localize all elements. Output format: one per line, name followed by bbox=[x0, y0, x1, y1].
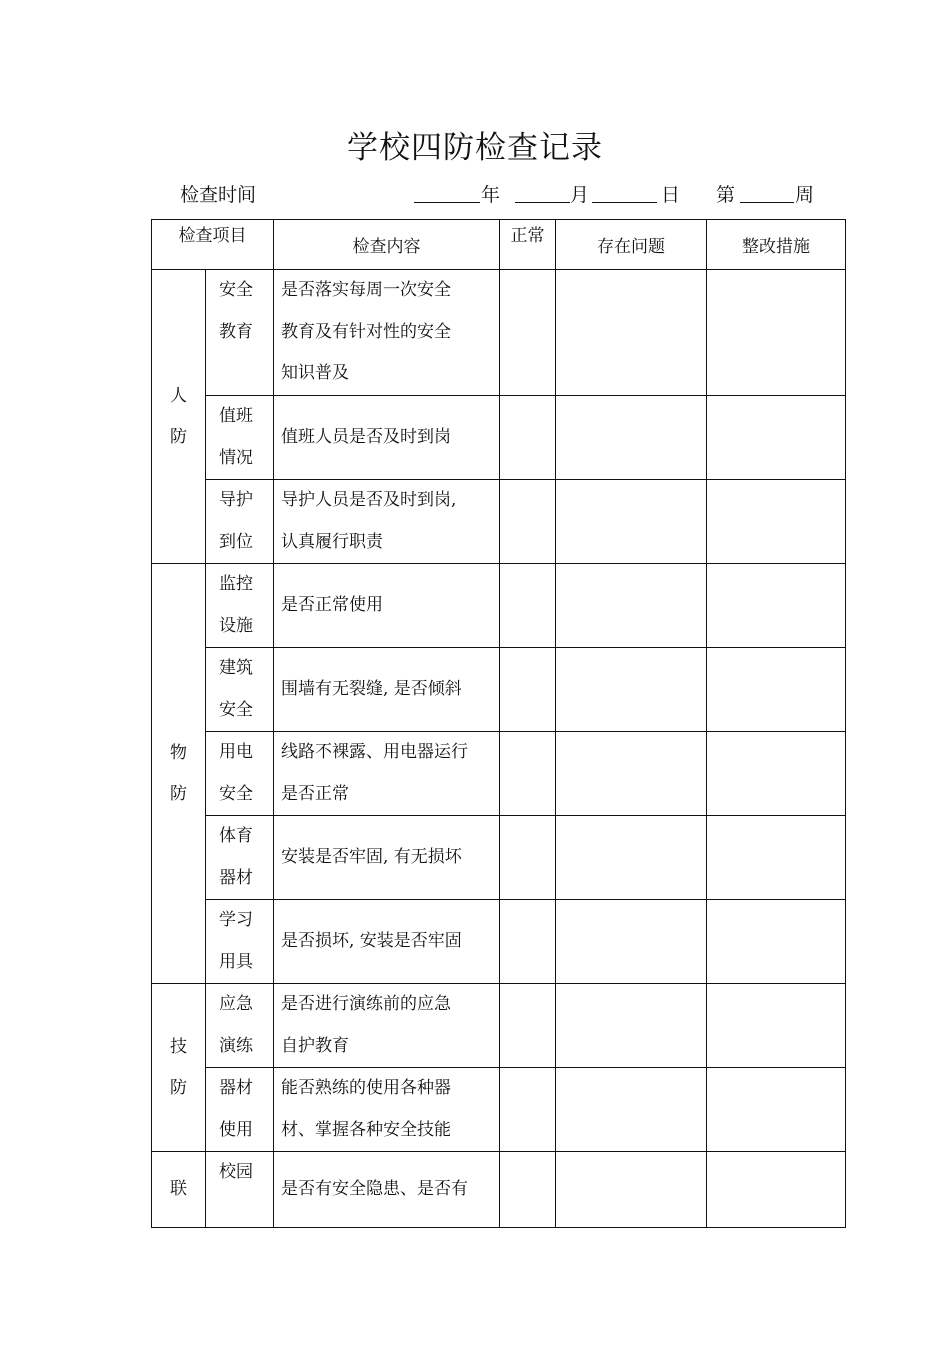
normal-cell[interactable] bbox=[500, 648, 556, 732]
fix-cell[interactable] bbox=[707, 1152, 846, 1228]
problem-cell[interactable] bbox=[556, 732, 707, 816]
header-normal: 正常 bbox=[500, 220, 556, 270]
table-row bbox=[152, 900, 846, 984]
normal-cell[interactable] bbox=[500, 816, 556, 900]
table-row bbox=[152, 396, 846, 480]
sub-item: 用电 安全 bbox=[206, 732, 274, 816]
check-content: 值班人员是否及时到岗 bbox=[274, 396, 500, 480]
check-content: 是否正常使用 bbox=[274, 564, 500, 648]
fix-cell[interactable] bbox=[707, 648, 846, 732]
fix-cell[interactable] bbox=[707, 984, 846, 1068]
table-row bbox=[152, 816, 846, 900]
year-label: 年 bbox=[481, 184, 501, 206]
check-content: 是否进行演练前的应急 自护教育 bbox=[274, 984, 500, 1068]
sub-item: 应急 演练 bbox=[206, 984, 274, 1068]
fix-cell[interactable] bbox=[707, 816, 846, 900]
fix-cell[interactable] bbox=[707, 732, 846, 816]
fix-cell[interactable] bbox=[707, 396, 846, 480]
check-content: 是否损坏, 安装是否牢固 bbox=[274, 900, 500, 984]
table-row bbox=[152, 732, 846, 816]
sub-item: 建筑 安全 bbox=[206, 648, 274, 732]
inspection-date-line bbox=[0, 178, 950, 208]
sub-item: 监控 设施 bbox=[206, 564, 274, 648]
header-item: 检查项目 bbox=[152, 220, 274, 270]
normal-cell[interactable] bbox=[500, 900, 556, 984]
normal-cell[interactable] bbox=[500, 1068, 556, 1152]
category-technical: 技 防 bbox=[152, 984, 206, 1152]
sub-item: 校园 bbox=[206, 1152, 274, 1228]
check-content: 线路不裸露、用电器运行 是否正常 bbox=[274, 732, 500, 816]
table-row bbox=[152, 648, 846, 732]
problem-cell[interactable] bbox=[556, 564, 707, 648]
problem-cell[interactable] bbox=[556, 396, 707, 480]
normal-cell[interactable] bbox=[500, 396, 556, 480]
table-row bbox=[152, 480, 846, 564]
sub-item: 安全 教育 bbox=[206, 270, 274, 396]
normal-cell[interactable] bbox=[500, 984, 556, 1068]
normal-cell[interactable] bbox=[500, 564, 556, 648]
problem-cell[interactable] bbox=[556, 984, 707, 1068]
normal-cell[interactable] bbox=[500, 480, 556, 564]
table-row bbox=[152, 270, 846, 396]
inspection-table bbox=[151, 219, 846, 1228]
week-label: 周 bbox=[795, 184, 815, 206]
sub-item: 值班 情况 bbox=[206, 396, 274, 480]
check-content: 围墙有无裂缝, 是否倾斜 bbox=[274, 648, 500, 732]
fix-cell[interactable] bbox=[707, 270, 846, 396]
category-people: 人 防 bbox=[152, 270, 206, 564]
check-content: 能否熟练的使用各种器 材、掌握各种安全技能 bbox=[274, 1068, 500, 1152]
problem-cell[interactable] bbox=[556, 270, 707, 396]
table-row bbox=[152, 564, 846, 648]
sub-item: 学习 用具 bbox=[206, 900, 274, 984]
check-content: 是否落实每周一次安全 教育及有针对性的安全 知识普及 bbox=[274, 270, 500, 396]
month-blank[interactable] bbox=[515, 178, 570, 203]
header-content: 检查内容 bbox=[274, 220, 500, 270]
category-joint: 联 bbox=[152, 1152, 206, 1228]
normal-cell[interactable] bbox=[500, 1152, 556, 1228]
header-row bbox=[152, 220, 846, 270]
fix-cell[interactable] bbox=[707, 480, 846, 564]
category-physical: 物 防 bbox=[152, 564, 206, 984]
problem-cell[interactable] bbox=[556, 1068, 707, 1152]
sub-item: 导护 到位 bbox=[206, 480, 274, 564]
month-label: 月 bbox=[570, 184, 590, 206]
week-prefix-label: 第 bbox=[716, 184, 736, 206]
fix-cell[interactable] bbox=[707, 900, 846, 984]
fix-cell[interactable] bbox=[707, 1068, 846, 1152]
sub-item: 体育 器材 bbox=[206, 816, 274, 900]
check-content: 安装是否牢固, 有无损坏 bbox=[274, 816, 500, 900]
check-content: 导护人员是否及时到岗, 认真履行职责 bbox=[274, 480, 500, 564]
table-row bbox=[152, 1068, 846, 1152]
problem-cell[interactable] bbox=[556, 900, 707, 984]
check-content: 是否有安全隐患、是否有 bbox=[274, 1152, 500, 1228]
problem-cell[interactable] bbox=[556, 648, 707, 732]
day-label: 日 bbox=[661, 184, 681, 206]
fix-cell[interactable] bbox=[707, 564, 846, 648]
table-row bbox=[152, 1152, 846, 1228]
inspection-time-label: 检查时间 bbox=[180, 184, 257, 206]
normal-cell[interactable] bbox=[500, 270, 556, 396]
header-problem: 存在问题 bbox=[556, 220, 707, 270]
sub-item: 器材 使用 bbox=[206, 1068, 274, 1152]
problem-cell[interactable] bbox=[556, 816, 707, 900]
header-fix: 整改措施 bbox=[707, 220, 846, 270]
problem-cell[interactable] bbox=[556, 1152, 707, 1228]
week-blank[interactable] bbox=[740, 178, 794, 203]
day-blank[interactable] bbox=[592, 178, 657, 203]
table-row bbox=[152, 984, 846, 1068]
page-title: 学校四防检查记录 bbox=[347, 130, 603, 166]
normal-cell[interactable] bbox=[500, 732, 556, 816]
year-blank[interactable] bbox=[414, 178, 480, 203]
problem-cell[interactable] bbox=[556, 480, 707, 564]
